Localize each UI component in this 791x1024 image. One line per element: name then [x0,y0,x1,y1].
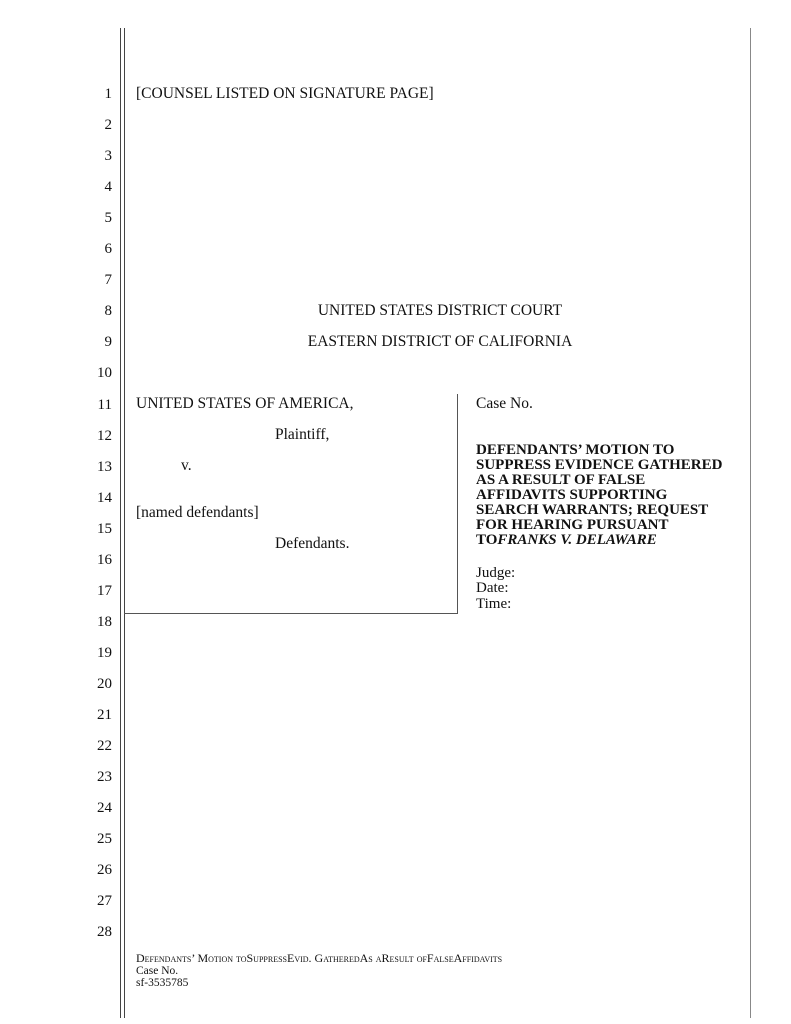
motion-title-line: SUPPRESS EVIDENCE GATHERED [476,457,723,473]
motion-title-line: AFFIDAVITS SUPPORTING [476,487,668,503]
date-label: Date: [476,580,509,596]
defendant-role: Defendants. [275,535,350,552]
line-number: 1 [104,86,112,102]
counsel-placeholder: [COUNSEL LISTED ON SIGNATURE PAGE] [136,85,434,102]
versus: v. [181,457,192,474]
line-number: 7 [104,272,112,289]
line-number: 28 [97,924,112,941]
court-district: EASTERN DISTRICT OF CALIFORNIA [307,333,573,350]
line-number: 16 [97,551,112,568]
line-number: 21 [97,707,112,723]
footer-title: Defendants’ Motion toSuppressEvid. GatheredAs aResult ofFalseAffidavits [136,951,503,965]
caption-divider-horizontal [124,613,458,614]
line-number: 19 [97,644,112,661]
line-number: 24 [97,800,112,817]
case-number-label: Case No. [476,395,533,412]
motion-title-line: AS A RESULT OF FALSE [476,472,646,488]
motion-title-line: SEARCH WARRANTS; REQUEST [476,502,709,518]
left-margin-rule [120,28,121,1018]
time-label: Time: [476,596,512,612]
line-number: 26 [97,862,112,879]
motion-title-line: DEFENDANTS’ MOTION TO [476,442,675,458]
defendant-party: [named defendants] [136,504,259,521]
motion-title-prefix: TO [476,532,498,548]
line-number: 15 [97,520,112,537]
line-number: 23 [97,769,112,786]
page-footer [136,952,502,990]
judge-label: Judge: [476,565,516,581]
line-number: 25 [97,831,112,848]
caption-divider-vertical [457,394,458,614]
line-number: 13 [97,458,112,475]
motion-title-case-cite: FRANKS V. DELAWARE [497,532,657,548]
motion-title [476,443,741,548]
line-number: 4 [104,179,112,196]
court-name: UNITED STATES DISTRICT COURT [317,302,563,319]
line-number: 18 [97,613,112,630]
plaintiff-role: Plaintiff, [275,426,330,443]
line-number: 2 [104,117,112,134]
line-number: 27 [97,893,112,910]
motion-title-line: FOR HEARING PURSUANT [476,517,669,533]
line-number: 6 [104,241,112,258]
motion-title-line-last [476,533,741,548]
right-margin-rule [750,28,751,1018]
line-number: 14 [97,489,112,506]
line-number: 8 [104,303,112,320]
plaintiff-party: UNITED STATES OF AMERICA, [136,395,354,412]
left-margin-rule-inner [124,28,125,1018]
line-number: 22 [97,738,112,755]
line-number: 5 [104,210,112,227]
line-number: 11 [97,396,112,413]
line-number: 3 [104,148,112,165]
line-number: 10 [97,365,112,382]
line-number: 20 [97,675,112,692]
footer-case-number: Case No. [136,964,179,977]
footer-doc-id: sf-3535785 [136,977,189,989]
line-number: 9 [104,334,112,351]
line-number: 17 [97,582,112,599]
line-number: 12 [97,427,112,444]
